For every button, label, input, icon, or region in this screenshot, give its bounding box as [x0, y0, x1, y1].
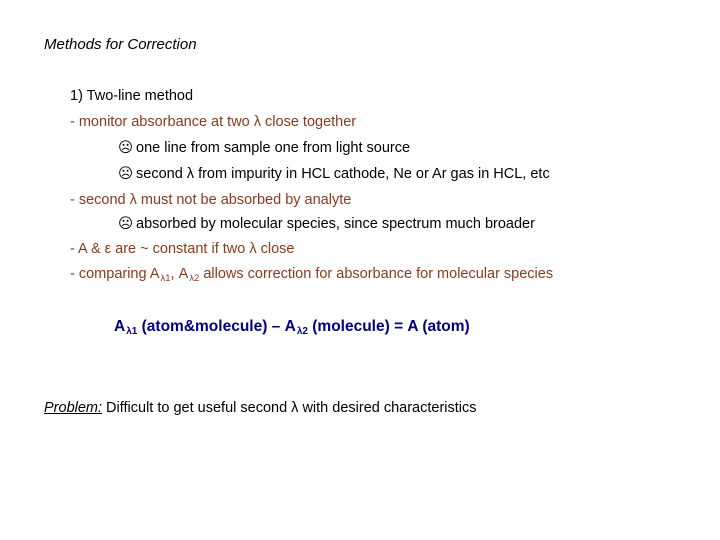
list-item-comparing: [70, 265, 553, 288]
equation-subscript-2: λ2: [296, 326, 308, 337]
frown-bullet-icon: ☹: [118, 140, 134, 156]
comparing-subscript-1: λ1: [160, 273, 171, 284]
equation-part-1: (atom&molecule) – A: [137, 318, 296, 335]
frown-bullet-icon: ☹: [118, 166, 134, 182]
comparing-text-1: - comparing A: [70, 266, 160, 282]
equation: [114, 318, 470, 341]
problem-text: Difficult to get useful second λ with desired characteristics: [102, 400, 477, 416]
equation-part-2: (molecule) = A (atom): [307, 318, 470, 335]
list-item-second: - second λ must not be absorbed by analyte: [70, 192, 352, 208]
page-title: Methods for Correction: [44, 36, 197, 53]
comparing-text-3: allows correction for absorbance for molecular species: [199, 266, 554, 282]
list-item-sub3-text: absorbed by molecular species, since spectrum much broader: [136, 216, 535, 232]
frown-bullet-icon: ☹: [118, 216, 134, 232]
problem-statement: [44, 399, 477, 417]
list-item-sub1-text: one line from sample one from light source: [136, 140, 411, 156]
list-item-sub1: [118, 139, 410, 157]
method-heading: 1) Two-line method: [70, 88, 194, 104]
list-item-sub2-text: second λ from impurity in HCL cathode, Ne or Ar gas in HCL, etc: [136, 166, 550, 182]
list-item-constant: - A & ε are ~ constant if two λ close: [70, 241, 295, 257]
comparing-subscript-2: λ2: [189, 273, 200, 284]
list-item-monitor: - monitor absorbance at two λ close together: [70, 114, 357, 130]
list-item-sub2: [118, 165, 550, 183]
list-item-sub3: [118, 215, 535, 233]
equation-a1: A: [114, 318, 126, 335]
comparing-text-2: , A: [170, 266, 189, 282]
equation-subscript-1: λ1: [126, 326, 138, 337]
problem-label: Problem:: [44, 400, 103, 416]
